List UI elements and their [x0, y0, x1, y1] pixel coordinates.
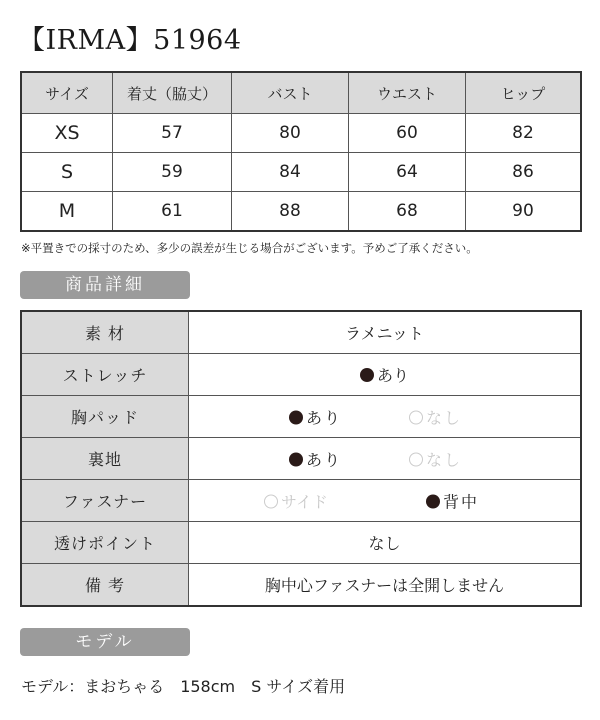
fastener-options	[189, 480, 582, 522]
table-row	[21, 192, 581, 232]
length-value: 57	[113, 114, 232, 153]
pad-no-label: なし	[426, 408, 463, 427]
product-title: 【IRMA】51964	[18, 25, 242, 56]
size-label: M	[21, 192, 113, 232]
stretch-value: あり	[376, 366, 409, 385]
size-table	[20, 71, 582, 232]
lining-options	[189, 438, 582, 480]
lining-row	[21, 438, 581, 480]
fastener-back-option	[426, 489, 479, 512]
fastener-side-label: サイド	[281, 492, 328, 511]
model-heading: モデル	[20, 628, 190, 656]
size-table-header-row	[21, 72, 581, 114]
hip-header: ヒップ	[466, 72, 582, 114]
empty-circle-icon	[409, 410, 423, 424]
hip-value: 90	[466, 192, 582, 232]
size-label: S	[21, 153, 113, 192]
remarks-value: 胸中心ファスナーは全開しません	[189, 564, 582, 607]
pad-yes-label: あり	[306, 408, 343, 427]
hip-value: 86	[466, 153, 582, 192]
filled-circle-icon	[289, 452, 303, 466]
table-row	[21, 114, 581, 153]
filled-circle-icon	[360, 368, 374, 382]
details-table	[20, 310, 582, 607]
waist-value: 68	[349, 192, 466, 232]
details-heading: 商品詳細	[20, 271, 190, 299]
waist-value: 60	[349, 114, 466, 153]
pad-label: 胸パッド	[21, 396, 189, 438]
lining-yes-label: あり	[306, 450, 343, 469]
fastener-row	[21, 480, 581, 522]
filled-circle-icon	[426, 494, 440, 508]
remarks-row	[21, 564, 581, 607]
stretch-value-cell	[189, 354, 582, 396]
lining-yes-option	[289, 447, 342, 470]
size-label: XS	[21, 114, 113, 153]
sheer-value: なし	[189, 522, 582, 564]
waist-header: ウエスト	[349, 72, 466, 114]
stretch-label: ストレッチ	[21, 354, 189, 396]
waist-value: 64	[349, 153, 466, 192]
sheer-row	[21, 522, 581, 564]
measurement-note: ※平置きでの採寸のため、多少の誤差が生じる場合がございます。予めご了承ください。	[21, 241, 478, 255]
fastener-back-label: 背中	[443, 492, 480, 511]
bust-value: 80	[232, 114, 349, 153]
hip-value: 82	[466, 114, 582, 153]
fastener-label: ファスナー	[21, 480, 189, 522]
lining-label: 裏地	[21, 438, 189, 480]
model-info: モデル：まおちゃる 158cm S サイズ着用	[21, 677, 346, 696]
bust-value: 88	[232, 192, 349, 232]
material-label: 素 材	[21, 311, 189, 354]
length-value: 59	[113, 153, 232, 192]
length-value: 61	[113, 192, 232, 232]
pad-no-option	[409, 405, 462, 428]
fastener-side-option	[264, 489, 328, 512]
bust-value: 84	[232, 153, 349, 192]
bust-header: バスト	[232, 72, 349, 114]
material-row	[21, 311, 581, 354]
empty-circle-icon	[409, 452, 423, 466]
length-header: 着丈（脇丈）	[113, 72, 232, 114]
pad-options	[189, 396, 582, 438]
material-value: ラメニット	[189, 311, 582, 354]
lining-no-option	[409, 447, 462, 470]
pad-row	[21, 396, 581, 438]
lining-no-label: なし	[426, 450, 463, 469]
table-row	[21, 153, 581, 192]
remarks-label: 備 考	[21, 564, 189, 607]
empty-circle-icon	[264, 494, 278, 508]
size-header: サイズ	[21, 72, 113, 114]
sheer-label: 透けポイント	[21, 522, 189, 564]
pad-yes-option	[289, 405, 342, 428]
stretch-row	[21, 354, 581, 396]
filled-circle-icon	[289, 410, 303, 424]
